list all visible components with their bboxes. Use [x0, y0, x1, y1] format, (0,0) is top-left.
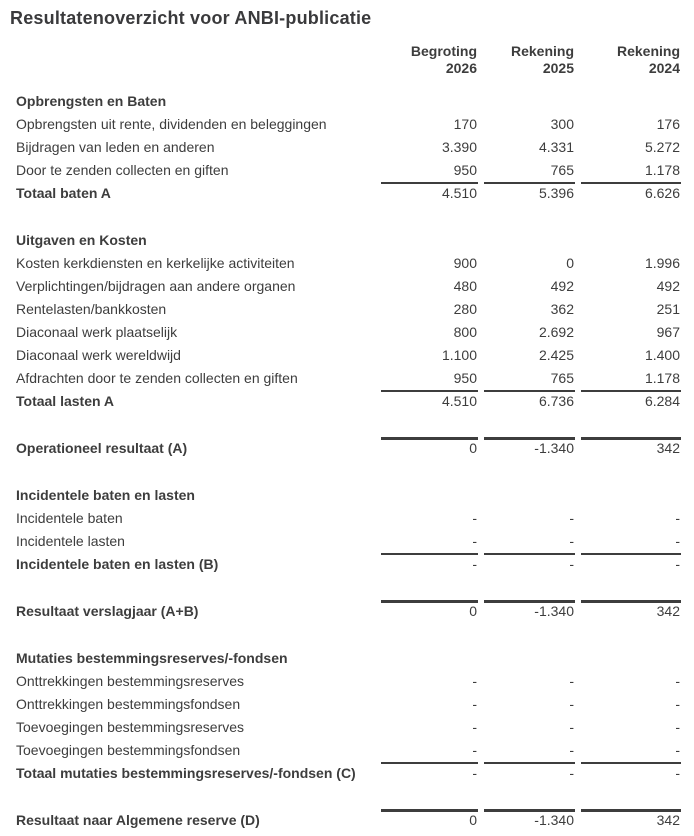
table-row: [16, 298, 681, 321]
col-header-rekening-2024: [581, 29, 681, 90]
table-row: [16, 136, 681, 159]
spacer-cell: [16, 576, 681, 600]
value-cell: -: [472, 510, 477, 526]
row-label: Uitgaven en Kosten: [16, 232, 147, 248]
table-row: [16, 229, 681, 252]
value-cell: [381, 90, 478, 113]
value-cell: -: [581, 762, 681, 785]
col-header-label: Rekening: [616, 43, 680, 59]
table-row: [16, 716, 681, 739]
value-cell: -1.340: [484, 600, 575, 623]
value-cell: -: [484, 762, 575, 785]
value-cell: -: [472, 696, 477, 712]
value-cell: 4.331: [538, 139, 574, 155]
row-label: Door te zenden collecten en giften: [16, 162, 229, 178]
spacer-row: [16, 576, 681, 600]
value-cell: -: [675, 533, 680, 549]
table-row: [16, 762, 681, 785]
spacer-row: [16, 205, 681, 229]
value-cell: 342: [581, 437, 681, 460]
row-label: Onttrekkingen bestemmingsreserves: [16, 673, 244, 689]
row-label: Bijdragen van leden en anderen: [16, 139, 215, 155]
value-cell: -: [472, 742, 477, 758]
table-row: [16, 321, 681, 344]
header-empty-cell: [16, 29, 375, 90]
row-label: Toevoegingen bestemmingsreserves: [16, 719, 245, 735]
value-cell: 6.284: [581, 390, 681, 413]
row-label: Verplichtingen/bijdragen aan andere organen: [16, 278, 296, 294]
row-label: Resultaat naar Algemene reserve (D): [16, 812, 260, 828]
value-cell: -: [675, 696, 680, 712]
col-header-label: Begroting: [410, 43, 477, 59]
row-label: Rentelasten/bankkosten: [16, 301, 167, 317]
value-cell: [381, 647, 478, 670]
spacer-cell: [16, 205, 681, 229]
table-row: [16, 670, 681, 693]
table-row: [16, 275, 681, 298]
value-cell: 362: [550, 301, 574, 317]
value-cell: -: [675, 742, 680, 758]
header-row: [16, 29, 681, 90]
row-label: Incidentele baten en lasten (B): [16, 556, 219, 572]
value-cell: 6.736: [484, 390, 575, 413]
value-cell: 0: [381, 600, 478, 623]
value-cell: 492: [656, 278, 680, 294]
value-cell: -: [484, 553, 575, 576]
col-header-rekening-2025: [484, 29, 575, 90]
row-label: Onttrekkingen bestemmingsfondsen: [16, 696, 241, 712]
table-row: [16, 159, 681, 182]
row-label: Kosten kerkdiensten en kerkelijke activiteiten: [16, 255, 295, 271]
value-cell: -: [472, 673, 477, 689]
spacer-cell: [16, 413, 681, 437]
value-cell: -: [381, 762, 478, 785]
value-cell: 765: [550, 370, 574, 386]
row-label: Opbrengsten uit rente, dividenden en beleggingen: [16, 116, 327, 132]
value-cell: 950: [453, 370, 477, 386]
value-cell: [484, 484, 575, 507]
value-cell: 492: [550, 278, 574, 294]
row-label: Afdrachten door te zenden collecten en giften: [16, 370, 298, 386]
value-cell: 1.178: [644, 370, 680, 386]
table-row: [16, 693, 681, 716]
value-cell: 251: [656, 301, 680, 317]
value-cell: -: [675, 510, 680, 526]
table-row: [16, 553, 681, 576]
spacer-cell: [16, 623, 681, 647]
value-cell: [581, 90, 681, 113]
value-cell: 4.510: [381, 390, 478, 413]
value-cell: [484, 647, 575, 670]
value-cell: -: [569, 673, 574, 689]
table-row: [16, 437, 681, 460]
value-cell: [581, 647, 681, 670]
value-cell: 5.396: [484, 182, 575, 205]
value-cell: [484, 229, 575, 252]
value-cell: 0: [566, 255, 574, 271]
row-label: Resultaat verslagjaar (A+B): [16, 603, 199, 619]
value-cell: [581, 229, 681, 252]
value-cell: 176: [656, 116, 680, 132]
value-cell: [381, 484, 478, 507]
value-cell: 900: [453, 255, 477, 271]
spacer-row: [16, 623, 681, 647]
value-cell: 170: [453, 116, 477, 132]
value-cell: 0: [381, 809, 478, 832]
table-row: [16, 90, 681, 113]
value-cell: -: [381, 553, 478, 576]
table-row: [16, 367, 681, 390]
value-cell: -1.340: [484, 437, 575, 460]
row-label: Diaconaal werk plaatselijk: [16, 324, 178, 340]
value-cell: 950: [453, 162, 477, 178]
value-cell: 342: [581, 600, 681, 623]
value-cell: 800: [453, 324, 477, 340]
spacer-row: [16, 460, 681, 484]
value-cell: -: [569, 510, 574, 526]
value-cell: -: [675, 719, 680, 735]
table-row: [16, 344, 681, 367]
spacer-cell: [16, 785, 681, 809]
value-cell: 1.400: [644, 347, 680, 363]
row-label: Incidentele baten: [16, 510, 123, 526]
spacer-row: [16, 785, 681, 809]
col-header-begroting-2026: [381, 29, 478, 90]
value-cell: -: [472, 533, 477, 549]
value-cell: 0: [381, 437, 478, 460]
table-row: [16, 182, 681, 205]
results-table: [10, 29, 687, 832]
table-row: [16, 507, 681, 530]
value-cell: 300: [550, 116, 574, 132]
row-label: Toevoegingen bestemmingsfondsen: [16, 742, 241, 758]
value-cell: 4.510: [381, 182, 478, 205]
value-cell: 765: [550, 162, 574, 178]
value-cell: [381, 229, 478, 252]
value-cell: -: [569, 533, 574, 549]
col-header-year: 2025: [542, 60, 574, 76]
value-cell: 480: [453, 278, 477, 294]
spacer-row: [16, 413, 681, 437]
value-cell: -1.340: [484, 809, 575, 832]
row-label: Diaconaal werk wereldwijd: [16, 347, 181, 363]
value-cell: 5.272: [644, 139, 680, 155]
spacer-cell: [16, 460, 681, 484]
value-cell: 1.996: [644, 255, 680, 271]
table-row: [16, 739, 681, 762]
value-cell: 2.692: [538, 324, 574, 340]
col-header-year: 2026: [445, 60, 477, 76]
row-label: Totaal mutaties bestemmingsreserves/-fondsen (C): [16, 765, 356, 781]
value-cell: [484, 90, 575, 113]
value-cell: [581, 484, 681, 507]
value-cell: -: [569, 719, 574, 735]
row-label: Opbrengsten en Baten: [16, 93, 167, 109]
value-cell: 3.390: [441, 139, 477, 155]
table-row: [16, 647, 681, 670]
table-row: [16, 252, 681, 275]
value-cell: 967: [656, 324, 680, 340]
value-cell: 342: [581, 809, 681, 832]
table-row: [16, 530, 681, 553]
value-cell: -: [569, 696, 574, 712]
value-cell: 280: [453, 301, 477, 317]
value-cell: 1.178: [644, 162, 680, 178]
row-label: Incidentele baten en lasten: [16, 487, 195, 503]
table-body: [16, 90, 681, 832]
value-cell: -: [581, 553, 681, 576]
row-label: Totaal baten A: [16, 185, 111, 201]
value-cell: 1.100: [441, 347, 477, 363]
page-title: Resultatenoverzicht voor ANBI-publicatie: [10, 8, 372, 28]
table-row: [16, 484, 681, 507]
row-label: Operationeel resultaat (A): [16, 440, 188, 456]
col-header-year: 2024: [648, 60, 680, 76]
table-row: [16, 809, 681, 832]
row-label: Incidentele lasten: [16, 533, 125, 549]
value-cell: 6.626: [581, 182, 681, 205]
table-row: [16, 113, 681, 136]
value-cell: -: [472, 719, 477, 735]
row-label: Totaal lasten A: [16, 393, 115, 409]
table-row: [16, 390, 681, 413]
value-cell: -: [675, 673, 680, 689]
value-cell: 2.425: [538, 347, 574, 363]
row-label: Mutaties bestemmingsreserves/-fondsen: [16, 650, 288, 666]
value-cell: -: [569, 742, 574, 758]
table-row: [16, 600, 681, 623]
col-header-label: Rekening: [510, 43, 574, 59]
